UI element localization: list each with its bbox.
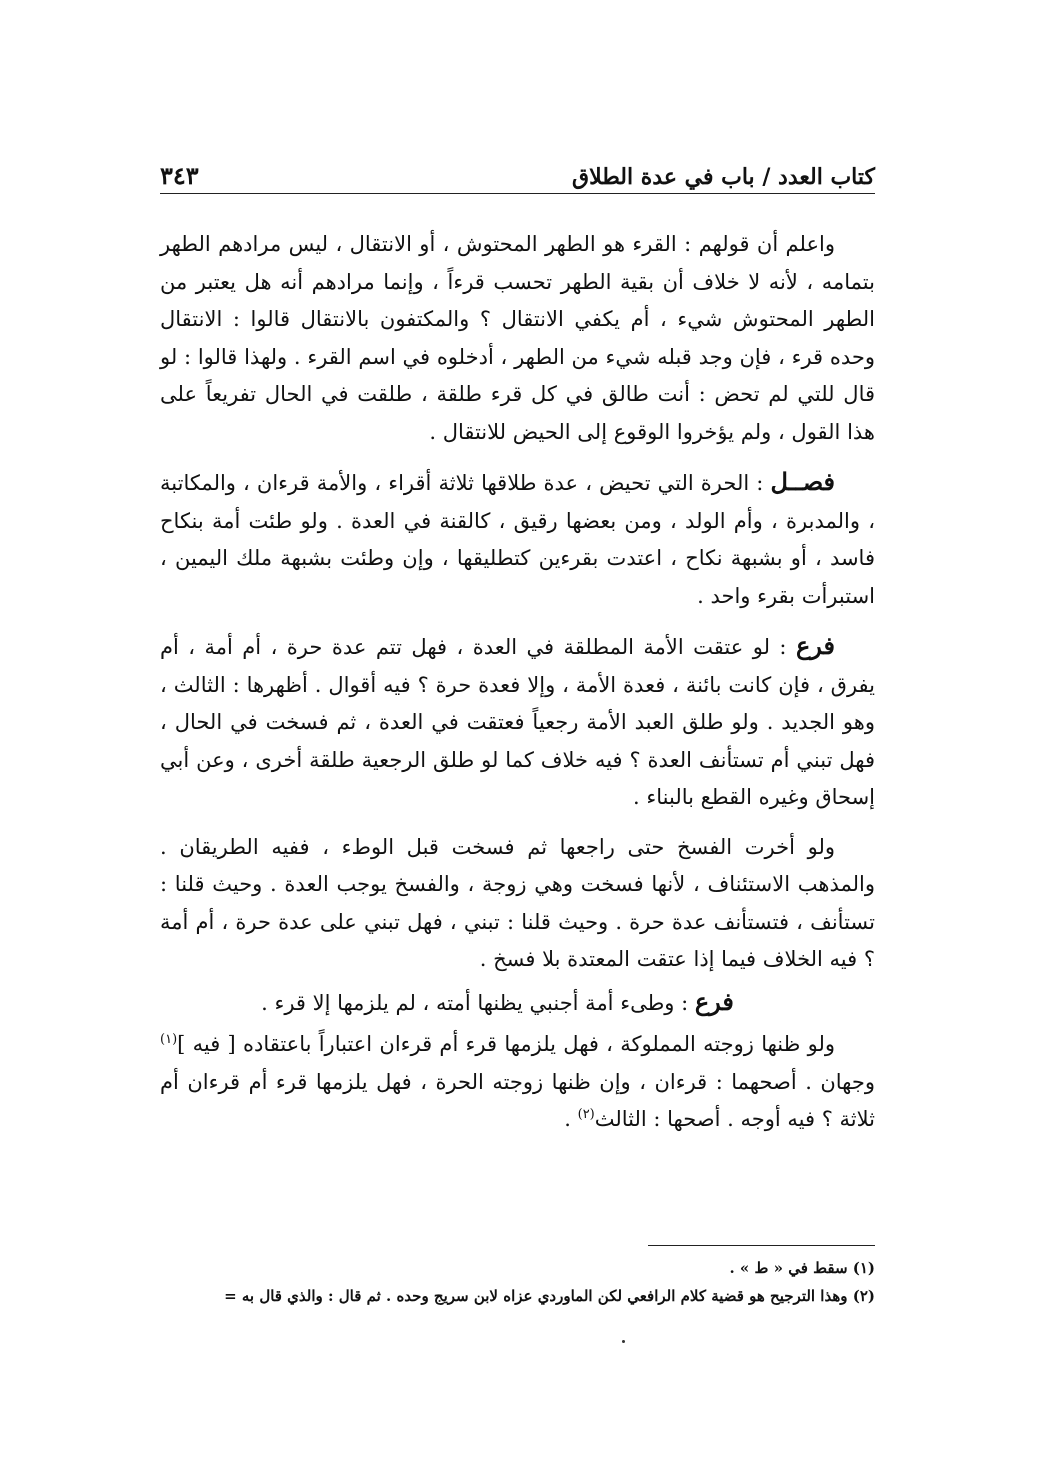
- paragraph-text: : لو عتقت الأمة المطلقة في العدة ، فهل تتم عدة حرة ، أم أمة ، أم يفرق ، فإن كانت بائنة ، فعدة الأمة ، وإلا فعدة حرة ؟ فيه أقوال . أظهرها : الثالث ، وهو الجديد . ولو طلق العبد الأمة رجعياً فعتقت في العدة ، ثم فسخت في الحال ، فهل تبني أم تستأنف العدة ؟ فيه خلاف كما لو طلق الرجعية طلقة أخرى ، وعن أبي إسحاق وغيره القطع بالبناء .: [160, 635, 875, 809]
- section-lead: فرع: [694, 986, 734, 1016]
- paragraph-text: ولو أخرت الفسخ حتى راجعها ثم فسخت قبل الوطء ، ففيه الطريقان . والمذهب الاستئناف ، لأنها فسخت وهي زوجة ، والفسخ يوجب العدة . وحيث قلنا : تستأنف ، فتستأنف عدة حرة . وحيث قلنا : تبني ، فهل تبني على عدة حرة ، أم أمة ؟ فيه الخلاف فيما إذا عتقت المعتدة بلا فسخ .: [160, 834, 875, 971]
- footnote-1: (١) سقط في « ط » .: [729, 1259, 875, 1277]
- section-lead: فرع: [795, 631, 835, 660]
- paragraph-text: : الحرة التي تحيض ، عدة طلاقها ثلاثة أقراء ، والأمة قرءان ، والمكاتبة ، والمدبرة ، وأم الولد ، ومن بعضها رقيق ، كالقنة في العدة . ولو طئت أمة بنكاح فاسد ، أو بشبهة نكاح ، اعتدت بقرءين كتطليقها ، وإن وطئت بشبهة ملك اليمين ، استبرأت بقرء واحد .: [160, 471, 875, 608]
- page-speck: [622, 1340, 625, 1343]
- footnote-2: (٢) وهذا الترجيح هو قضية كلام الرافعي لكن الماوردي عزاه لابن سريج وحده . ثم قال : والذي قال به =: [224, 1287, 875, 1305]
- paragraph-1: [160, 226, 875, 451]
- paragraph-3: [160, 627, 875, 817]
- paragraph-text: وجهان . أصحهما : قرءان ، وإن ظنها زوجته الحرة ، فهل يلزمها قرء أم قرءان أم ثلاثة ؟ فيه أوجه . أصحها : الثالث: [160, 1069, 875, 1131]
- paragraph-text: .: [564, 1107, 578, 1131]
- paragraph-6: [160, 1026, 875, 1139]
- footnote-ref-1[interactable]: (١): [160, 1032, 178, 1047]
- footnote-ref-2[interactable]: (٢): [577, 1107, 595, 1122]
- header-rule: [160, 193, 875, 194]
- paragraph-text: واعلم أن قولهم : القرء هو الطهر المحتوش ، أو الانتقال ، ليس مرادهم الطهر بتمامه ، لأنه لا خلاف أن بقية الطهر تحسب قرءاً ، وإنما مرادهم أنه هل يعتبر من الطهر المحتوش شيء ، أم يكفي الانتقال ؟ والمكتفون بالانتقال قالوا : الانتقال وحده قرء ، فإن وجد قبله شيء من الطهر ، أدخلوه في اسم القرء . ولهذا قالوا : لو قال للتي لم تحض : أنت طالق في كل قرء طلقة ، طلقت في الحال تفريعاً على هذا القول ، ولم يؤخروا الوقوع إلى الحيض للانتقال .: [160, 232, 875, 444]
- page-header: [160, 150, 875, 190]
- paragraph-5: [160, 983, 875, 1023]
- paragraph-text: : وطىء أمة أجنبي يظنها أمته ، لم يلزمها إلا قرء .: [261, 990, 695, 1015]
- page-number: ٣٤٣: [160, 161, 199, 190]
- body-text: [160, 226, 875, 1151]
- footnotes: [140, 1254, 875, 1310]
- paragraph-2: [160, 463, 875, 615]
- footnote-rule: [648, 1245, 875, 1246]
- running-title: كتاب العدد / باب في عدة الطلاق: [572, 164, 875, 190]
- paragraph-4: [160, 829, 875, 979]
- section-lead: فصــل: [770, 467, 835, 496]
- paragraph-text: ولو ظنها زوجته المملوكة ، فهل يلزمها قرء أم قرءان اعتباراً باعتقاده [ فيه ]: [177, 1032, 835, 1056]
